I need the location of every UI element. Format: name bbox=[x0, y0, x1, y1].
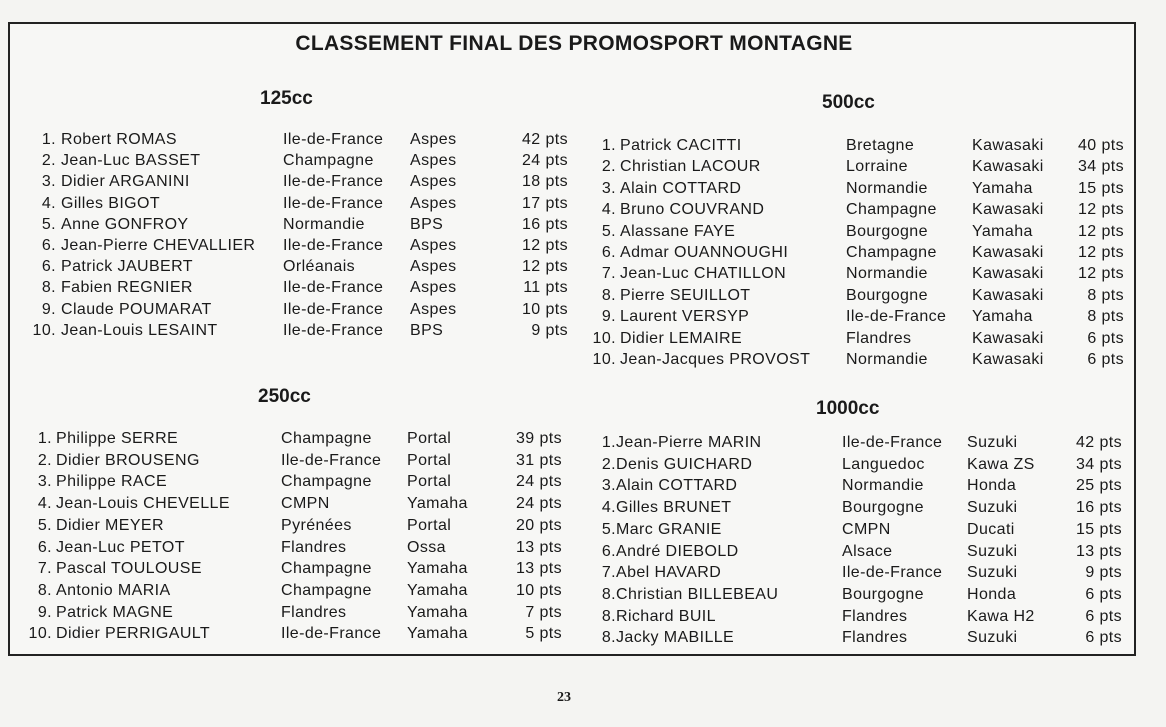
rider-cell: Antonio MARIA bbox=[56, 581, 171, 599]
rank-cell: 1. bbox=[601, 137, 616, 154]
region-cell: Ile-de-France bbox=[842, 434, 943, 451]
bike-cell: Kawa ZS bbox=[967, 455, 1035, 473]
points-cell: 6 pts bbox=[1087, 329, 1124, 347]
rider-cell: Gilles BRUNET bbox=[616, 499, 732, 517]
points-cell: 12 pts bbox=[522, 237, 568, 254]
results-frame bbox=[8, 22, 1136, 656]
rider-cell: Philippe SERRE bbox=[56, 430, 179, 447]
rank-cell: 3. bbox=[601, 477, 616, 495]
rank-cell: 7. bbox=[601, 564, 616, 582]
rank-cell: 8. bbox=[601, 629, 616, 647]
points-cell: 25 pts bbox=[1076, 477, 1122, 495]
rider-cell: Abel HAVARD bbox=[616, 564, 722, 582]
bike-cell: Aspes bbox=[410, 237, 457, 254]
rider-cell: Anne GONFROY bbox=[61, 215, 189, 233]
rider-cell: Patrick MAGNE bbox=[56, 603, 174, 621]
rider-cell: Didier MEYER bbox=[56, 516, 164, 534]
region-cell: Champagne bbox=[846, 201, 937, 219]
bike-cell: Portal bbox=[407, 451, 452, 469]
rider-cell: Jean-Louis LESAINT bbox=[61, 321, 218, 339]
bike-cell: Yamaha bbox=[972, 179, 1033, 197]
rider-cell: Christian BILLEBEAU bbox=[616, 585, 779, 603]
points-cell: 24 pts bbox=[516, 473, 562, 491]
rank-cell: 8. bbox=[601, 585, 616, 603]
region-cell: Bourgogne bbox=[846, 286, 928, 304]
bike-cell: Honda bbox=[967, 477, 1017, 495]
rank-cell: 6. bbox=[41, 237, 56, 254]
points-cell: 40 pts bbox=[1078, 137, 1124, 154]
region-cell: Ile-de-France bbox=[283, 131, 384, 148]
region-cell: Pyrénées bbox=[281, 516, 352, 534]
region-cell: Flandres bbox=[842, 629, 908, 647]
points-cell: 5 pts bbox=[525, 625, 562, 643]
points-cell: 12 pts bbox=[522, 258, 568, 276]
points-cell: 42 pts bbox=[1076, 434, 1122, 451]
region-cell: Bretagne bbox=[846, 137, 915, 154]
bike-cell: Yamaha bbox=[407, 603, 468, 621]
region-cell: Normandie bbox=[842, 477, 924, 495]
region-cell: Bourgogne bbox=[846, 222, 928, 240]
region-cell: Champagne bbox=[281, 581, 372, 599]
points-cell: 9 pts bbox=[531, 321, 568, 339]
rider-cell: Jean-Luc BASSET bbox=[61, 152, 201, 170]
points-cell: 11 pts bbox=[523, 279, 568, 297]
rider-cell: Jean-Pierre CHEVALLIER bbox=[61, 237, 256, 254]
points-cell: 39 pts bbox=[516, 430, 562, 447]
rank-cell: 5. bbox=[601, 222, 616, 240]
section-title-250cc: 250cc bbox=[258, 386, 311, 407]
points-cell: 31 pts bbox=[516, 451, 562, 469]
rank-cell: 9. bbox=[601, 308, 616, 326]
rank-cell: 1. bbox=[37, 430, 52, 447]
rider-cell: Alain COTTARD bbox=[620, 179, 742, 197]
rank-cell: 5. bbox=[37, 516, 52, 534]
points-cell: 20 pts bbox=[516, 516, 562, 534]
region-cell: Ile-de-France bbox=[842, 564, 943, 582]
points-cell: 8 pts bbox=[1087, 308, 1124, 326]
rank-cell: 6. bbox=[37, 538, 52, 556]
region-cell: Languedoc bbox=[842, 455, 925, 473]
rank-cell: 8. bbox=[37, 581, 52, 599]
points-cell: 16 pts bbox=[522, 215, 568, 233]
region-cell: Ile-de-France bbox=[283, 321, 384, 339]
bike-cell: Kawa H2 bbox=[967, 607, 1035, 625]
rank-cell: 2. bbox=[41, 152, 56, 170]
bike-cell: Aspes bbox=[410, 152, 457, 170]
region-cell: Champagne bbox=[281, 430, 372, 447]
points-cell: 12 pts bbox=[1078, 265, 1124, 283]
rank-cell: 10. bbox=[28, 625, 52, 643]
rank-cell: 9. bbox=[41, 300, 56, 318]
rider-cell: Didier LEMAIRE bbox=[620, 329, 743, 347]
rank-cell: 3. bbox=[41, 173, 56, 191]
rider-cell: Pierre SEUILLOT bbox=[620, 286, 751, 304]
region-cell: Ile-de-France bbox=[281, 625, 382, 643]
bike-cell: Yamaha bbox=[407, 495, 468, 513]
rider-cell: Richard BUIL bbox=[616, 607, 716, 625]
points-cell: 16 pts bbox=[1076, 499, 1122, 517]
region-cell: Ile-de-France bbox=[283, 194, 384, 212]
points-cell: 7 pts bbox=[525, 603, 562, 621]
bike-cell: Kawasaki bbox=[972, 137, 1044, 154]
section-title-1000cc: 1000cc bbox=[816, 398, 880, 419]
points-cell: 13 pts bbox=[516, 538, 562, 556]
region-cell: Champagne bbox=[283, 152, 374, 170]
rider-cell: Jean-Pierre MARIN bbox=[616, 434, 762, 451]
rider-cell: Patrick CACITTI bbox=[620, 137, 742, 154]
section-title-500cc: 500cc bbox=[822, 92, 875, 113]
rank-cell: 3. bbox=[37, 473, 52, 491]
page-title: CLASSEMENT FINAL DES PROMOSPORT MONTAGNE bbox=[295, 32, 853, 55]
points-cell: 6 pts bbox=[1085, 629, 1122, 647]
rider-cell: Jean-Jacques PROVOST bbox=[620, 351, 811, 368]
bike-cell: Ducati bbox=[967, 520, 1015, 538]
rank-cell: 6. bbox=[601, 244, 616, 261]
points-cell: 15 pts bbox=[1078, 179, 1124, 197]
rank-cell: 4. bbox=[37, 495, 52, 513]
rank-cell: 5. bbox=[601, 520, 616, 538]
region-cell: Champagne bbox=[846, 244, 937, 261]
rank-cell: 3. bbox=[601, 179, 616, 197]
region-cell: Ile-de-France bbox=[283, 279, 384, 297]
rank-cell: 2. bbox=[37, 451, 52, 469]
rider-cell: Patrick JAUBERT bbox=[61, 258, 193, 276]
points-cell: 13 pts bbox=[1076, 542, 1122, 560]
region-cell: Normandie bbox=[283, 215, 365, 233]
bike-cell: Portal bbox=[407, 516, 452, 534]
bike-cell: Aspes bbox=[410, 258, 457, 276]
bike-cell: Kawasaki bbox=[972, 286, 1044, 304]
region-cell: Normandie bbox=[846, 265, 928, 283]
region-cell: Flandres bbox=[842, 607, 908, 625]
rider-cell: Laurent VERSYP bbox=[620, 308, 750, 326]
bike-cell: Aspes bbox=[410, 194, 457, 212]
bike-cell: Suzuki bbox=[967, 564, 1018, 582]
points-cell: 12 pts bbox=[1078, 244, 1124, 261]
points-cell: 12 pts bbox=[1078, 201, 1124, 219]
region-cell: Ile-de-France bbox=[283, 173, 384, 191]
rank-cell: 8. bbox=[601, 286, 616, 304]
bike-cell: Aspes bbox=[410, 279, 457, 297]
points-cell: 34 pts bbox=[1076, 455, 1122, 473]
region-cell: Ile-de-France bbox=[283, 237, 384, 254]
region-cell: CMPN bbox=[842, 520, 891, 538]
page-number: 23 bbox=[557, 690, 571, 705]
points-cell: 8 pts bbox=[1087, 286, 1124, 304]
region-cell: Alsace bbox=[842, 542, 893, 560]
points-cell: 9 pts bbox=[1085, 564, 1122, 582]
rank-cell: 7. bbox=[37, 560, 52, 578]
bike-cell: Kawasaki bbox=[972, 329, 1044, 347]
rank-cell: 2. bbox=[601, 455, 616, 473]
rider-cell: Philippe RACE bbox=[56, 473, 168, 491]
rider-cell: Marc GRANIE bbox=[616, 520, 722, 538]
rider-cell: Alassane FAYE bbox=[620, 222, 736, 240]
bike-cell: Aspes bbox=[410, 131, 457, 148]
bike-cell: Aspes bbox=[410, 300, 457, 318]
region-cell: Ile-de-France bbox=[283, 300, 384, 318]
rider-cell: Fabien REGNIER bbox=[61, 279, 193, 297]
region-cell: Normandie bbox=[846, 179, 928, 197]
bike-cell: BPS bbox=[410, 215, 444, 233]
points-cell: 34 pts bbox=[1078, 158, 1124, 176]
rider-cell: Didier PERRIGAULT bbox=[56, 625, 211, 643]
region-cell: Bourgogne bbox=[842, 585, 924, 603]
points-cell: 18 pts bbox=[522, 173, 568, 191]
rank-cell: 10. bbox=[32, 321, 56, 339]
section-title-125cc: 125cc bbox=[260, 88, 313, 109]
bike-cell: Kawasaki bbox=[972, 201, 1044, 219]
region-cell: Ile-de-France bbox=[281, 451, 382, 469]
points-cell: 42 pts bbox=[522, 131, 568, 148]
rider-cell: Claude POUMARAT bbox=[61, 300, 212, 318]
bike-cell: Honda bbox=[967, 585, 1017, 603]
rider-cell: Bruno COUVRAND bbox=[620, 201, 765, 219]
rank-cell: 7. bbox=[601, 265, 616, 283]
points-cell: 10 pts bbox=[522, 300, 568, 318]
region-cell: Flandres bbox=[281, 603, 347, 621]
points-cell: 15 pts bbox=[1076, 520, 1122, 538]
rider-cell: Jean-Luc PETOT bbox=[56, 538, 185, 556]
rider-cell: Gilles BIGOT bbox=[61, 194, 161, 212]
rank-cell: 4. bbox=[41, 194, 56, 212]
region-cell: Champagne bbox=[281, 560, 372, 578]
bike-cell: Aspes bbox=[410, 173, 457, 191]
bike-cell: Yamaha bbox=[407, 625, 468, 643]
rank-cell: 10. bbox=[592, 329, 616, 347]
rank-cell: 4. bbox=[601, 201, 616, 219]
rank-cell: 1. bbox=[601, 434, 616, 451]
points-cell: 10 pts bbox=[516, 581, 562, 599]
region-cell: Orléanais bbox=[283, 258, 356, 276]
points-cell: 24 pts bbox=[516, 495, 562, 513]
points-cell: 17 pts bbox=[522, 194, 568, 212]
region-cell: Ile-de-France bbox=[846, 308, 947, 326]
rank-cell: 8. bbox=[601, 607, 616, 625]
bike-cell: Ossa bbox=[407, 538, 446, 556]
rider-cell: Didier BROUSENG bbox=[56, 451, 200, 469]
rider-cell: Admar OUANNOUGHI bbox=[620, 244, 789, 261]
rider-cell: Jacky MABILLE bbox=[616, 629, 735, 647]
rank-cell: 6. bbox=[601, 542, 616, 560]
rider-cell: Denis GUICHARD bbox=[616, 455, 753, 473]
rank-cell: 6. bbox=[41, 258, 56, 276]
points-cell: 6 pts bbox=[1085, 585, 1122, 603]
bike-cell: Kawasaki bbox=[972, 265, 1044, 283]
bike-cell: Portal bbox=[407, 473, 452, 491]
points-cell: 6 pts bbox=[1085, 607, 1122, 625]
region-cell: Champagne bbox=[281, 473, 372, 491]
points-cell: 6 pts bbox=[1087, 351, 1124, 368]
region-cell: Bourgogne bbox=[842, 499, 924, 517]
region-cell: CMPN bbox=[281, 495, 330, 513]
points-cell: 24 pts bbox=[522, 152, 568, 170]
rank-cell: 10. bbox=[592, 351, 616, 368]
bike-cell: Suzuki bbox=[967, 434, 1018, 451]
bike-cell: Yamaha bbox=[407, 581, 468, 599]
rank-cell: 8. bbox=[41, 279, 56, 297]
bike-cell: Suzuki bbox=[967, 499, 1018, 517]
rank-cell: 4. bbox=[601, 499, 616, 517]
rank-cell: 5. bbox=[41, 215, 56, 233]
bike-cell: Kawasaki bbox=[972, 158, 1044, 176]
bike-cell: Portal bbox=[407, 430, 452, 447]
bike-cell: Yamaha bbox=[407, 560, 468, 578]
bike-cell: Suzuki bbox=[967, 629, 1018, 647]
rider-cell: Robert ROMAS bbox=[61, 131, 177, 148]
region-cell: Lorraine bbox=[846, 158, 908, 176]
bike-cell: BPS bbox=[410, 321, 444, 339]
region-cell: Flandres bbox=[281, 538, 347, 556]
bike-cell: Kawasaki bbox=[972, 244, 1044, 261]
points-cell: 13 pts bbox=[516, 560, 562, 578]
bike-cell: Yamaha bbox=[972, 222, 1033, 240]
rank-cell: 9. bbox=[37, 603, 52, 621]
rider-cell: Didier ARGANINI bbox=[61, 173, 190, 191]
rider-cell: Jean-Louis CHEVELLE bbox=[56, 495, 230, 513]
rider-cell: André DIEBOLD bbox=[616, 542, 739, 560]
points-cell: 12 pts bbox=[1078, 222, 1124, 240]
rider-cell: Christian LACOUR bbox=[620, 158, 761, 176]
rider-cell: Alain COTTARD bbox=[616, 477, 738, 495]
rider-cell: Jean-Luc CHATILLON bbox=[620, 265, 787, 283]
region-cell: Flandres bbox=[846, 329, 912, 347]
rider-cell: Pascal TOULOUSE bbox=[56, 560, 202, 578]
rank-cell: 1. bbox=[41, 131, 56, 148]
rank-cell: 2. bbox=[601, 158, 616, 176]
bike-cell: Yamaha bbox=[972, 308, 1033, 326]
bike-cell: Kawasaki bbox=[972, 351, 1044, 368]
bike-cell: Suzuki bbox=[967, 542, 1018, 560]
region-cell: Normandie bbox=[846, 351, 928, 368]
